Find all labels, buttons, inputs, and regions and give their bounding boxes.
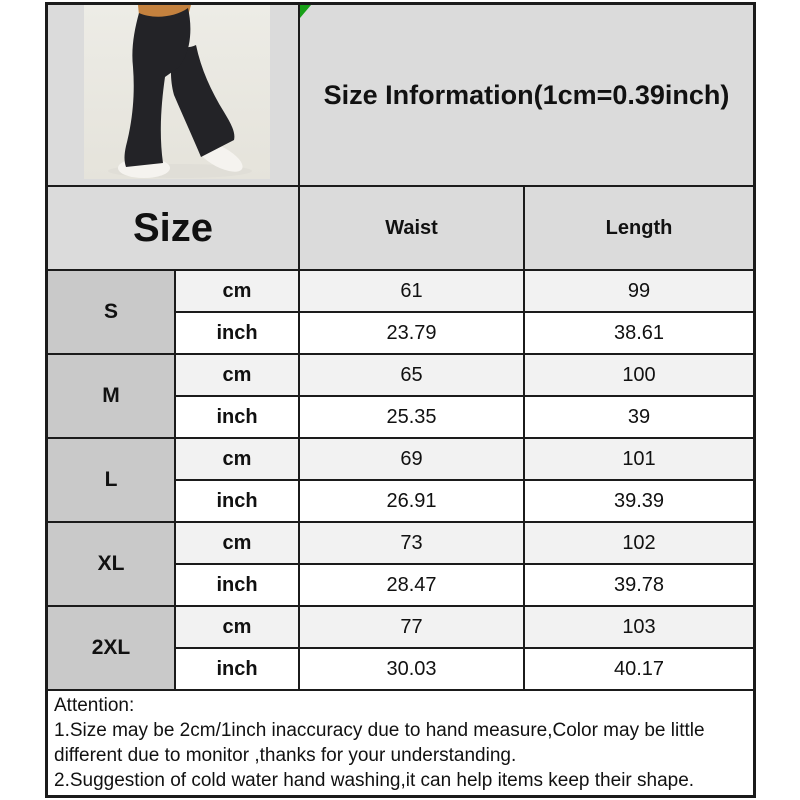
header-waist: Waist xyxy=(300,187,523,269)
title-cell xyxy=(300,5,753,185)
length-value: 39.39 xyxy=(525,481,753,521)
length-value: 102 xyxy=(525,523,753,563)
waist-value: 69 xyxy=(300,439,523,479)
waist-value: 61 xyxy=(300,271,523,311)
unit-label-cm: cm xyxy=(176,523,298,563)
page-title: Size Information(1cm=0.39inch) xyxy=(323,79,730,110)
size-row-label-xl: XL xyxy=(48,523,174,605)
unit-label-inch: inch xyxy=(176,565,298,605)
unit-label-cm: cm xyxy=(176,355,298,395)
size-chart-sheet xyxy=(45,2,756,798)
flare-pants-illustration xyxy=(84,5,270,179)
length-value: 101 xyxy=(525,439,753,479)
unit-label-inch: inch xyxy=(176,397,298,437)
waist-value: 65 xyxy=(300,355,523,395)
size-row-label-s: S xyxy=(48,271,174,353)
waist-value: 77 xyxy=(300,607,523,647)
length-value: 38.61 xyxy=(525,313,753,353)
length-value: 100 xyxy=(525,355,753,395)
unit-label-inch: inch xyxy=(176,313,298,353)
attention-heading: Attention: xyxy=(54,695,135,716)
attention-item-2: 2.Suggestion of cold water hand washing,it can help items keep their shape. xyxy=(54,770,695,791)
length-value: 103 xyxy=(525,607,753,647)
header-size: Size xyxy=(48,187,298,269)
attention-item-1: 1.Size may be 2cm/1inch inaccuracy due to hand measure,Color may be little different due to monitor ,thanks for your understanding. xyxy=(54,720,705,766)
product-photo-cell xyxy=(48,5,298,185)
size-row-label-m: M xyxy=(48,355,174,437)
size-row-label-2xl: 2XL xyxy=(48,607,174,689)
green-corner-flag-icon xyxy=(300,5,311,18)
waist-value: 73 xyxy=(300,523,523,563)
length-value: 99 xyxy=(525,271,753,311)
size-row-label-l: L xyxy=(48,439,174,521)
attention-note xyxy=(48,691,753,795)
waist-value: 28.47 xyxy=(300,565,523,605)
product-photo xyxy=(84,5,270,179)
waist-value: 25.35 xyxy=(300,397,523,437)
unit-label-inch: inch xyxy=(176,649,298,689)
unit-label-inch: inch xyxy=(176,481,298,521)
waist-value: 23.79 xyxy=(300,313,523,353)
unit-label-cm: cm xyxy=(176,271,298,311)
length-value: 40.17 xyxy=(525,649,753,689)
waist-value: 30.03 xyxy=(300,649,523,689)
header-length: Length xyxy=(525,187,753,269)
waist-value: 26.91 xyxy=(300,481,523,521)
unit-label-cm: cm xyxy=(176,439,298,479)
unit-label-cm: cm xyxy=(176,607,298,647)
length-value: 39 xyxy=(525,397,753,437)
length-value: 39.78 xyxy=(525,565,753,605)
